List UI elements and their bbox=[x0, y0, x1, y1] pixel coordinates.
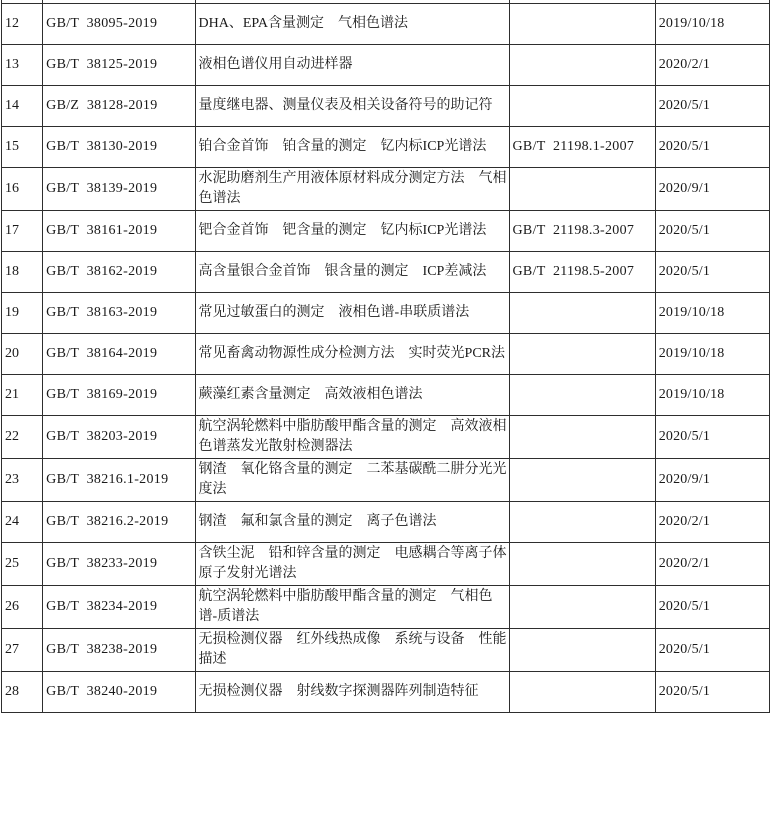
row-number-cell: 15 bbox=[2, 127, 43, 168]
implementation-date-cell: 2020/2/1 bbox=[655, 502, 769, 543]
row-number-cell: 14 bbox=[2, 86, 43, 127]
standards-table-body bbox=[2, 0, 770, 713]
replaced-standard-cell bbox=[509, 502, 655, 543]
replaced-standard-cell bbox=[509, 4, 655, 45]
standard-name-cell: 钢渣 氟和氯含量的测定 离子色谱法 bbox=[195, 502, 509, 543]
row-number-cell: 18 bbox=[2, 252, 43, 293]
standard-number-cell: GB/T 38164-2019 bbox=[43, 334, 195, 375]
implementation-date-cell: 2020/2/1 bbox=[655, 45, 769, 86]
row-number-cell: 13 bbox=[2, 45, 43, 86]
table-row bbox=[2, 375, 770, 416]
row-number-cell: 27 bbox=[2, 629, 43, 672]
table-row bbox=[2, 629, 770, 672]
table-row bbox=[2, 211, 770, 252]
row-number-cell: 26 bbox=[2, 586, 43, 629]
standard-number-cell: GB/T 38240-2019 bbox=[43, 672, 195, 713]
replaced-standard-cell bbox=[509, 629, 655, 672]
row-number-cell: 22 bbox=[2, 416, 43, 459]
implementation-date-cell: 2020/5/1 bbox=[655, 252, 769, 293]
table-row bbox=[2, 86, 770, 127]
replaced-standard-cell bbox=[509, 168, 655, 211]
standard-name-cell: DHA、EPA含量测定 气相色谱法 bbox=[195, 4, 509, 45]
row-number-cell: 23 bbox=[2, 459, 43, 502]
standard-name-cell: 航空涡轮燃料中脂肪酸甲酯含量的测定 气相色谱-质谱法 bbox=[195, 586, 509, 629]
standard-number-cell: GB/T 38095-2019 bbox=[43, 4, 195, 45]
standard-number-cell: GB/T 38216.1-2019 bbox=[43, 459, 195, 502]
table-row bbox=[2, 127, 770, 168]
table-row bbox=[2, 586, 770, 629]
standard-name-cell: 水泥助磨剂生产用液体原材料成分测定方法 气相色谱法 bbox=[195, 168, 509, 211]
standard-number-cell: GB/T 38234-2019 bbox=[43, 586, 195, 629]
standard-number-cell: GB/T 38238-2019 bbox=[43, 629, 195, 672]
standard-name-cell: 钢渣 氧化铬含量的测定 二苯基碳酰二肼分光光度法 bbox=[195, 459, 509, 502]
implementation-date-cell: 2020/5/1 bbox=[655, 629, 769, 672]
implementation-date-cell: 2019/10/18 bbox=[655, 293, 769, 334]
replaced-standard-cell bbox=[509, 586, 655, 629]
implementation-date-cell: 2020/2/1 bbox=[655, 543, 769, 586]
replaced-standard-cell bbox=[509, 672, 655, 713]
row-number-cell: 12 bbox=[2, 4, 43, 45]
standard-name-cell: 高含量银合金首饰 银含量的测定 ICP差减法 bbox=[195, 252, 509, 293]
implementation-date-cell: 2020/5/1 bbox=[655, 127, 769, 168]
row-number-cell: 21 bbox=[2, 375, 43, 416]
replaced-standard-cell: GB/T 21198.1-2007 bbox=[509, 127, 655, 168]
replaced-standard-cell: GB/T 21198.3-2007 bbox=[509, 211, 655, 252]
standard-number-cell: GB/T 38130-2019 bbox=[43, 127, 195, 168]
row-number-cell: 24 bbox=[2, 502, 43, 543]
table-row bbox=[2, 416, 770, 459]
implementation-date-cell: 2020/9/1 bbox=[655, 459, 769, 502]
row-number-cell: 25 bbox=[2, 543, 43, 586]
standard-name-cell: 量度继电器、测量仪表及相关设备符号的助记符 bbox=[195, 86, 509, 127]
row-number-cell: 20 bbox=[2, 334, 43, 375]
implementation-date-cell: 2019/10/18 bbox=[655, 375, 769, 416]
replaced-standard-cell bbox=[509, 86, 655, 127]
standard-name-cell: 常见畜禽动物源性成分检测方法 实时荧光PCR法 bbox=[195, 334, 509, 375]
standard-number-cell: GB/T 38163-2019 bbox=[43, 293, 195, 334]
implementation-date-cell: 2020/5/1 bbox=[655, 86, 769, 127]
standard-name-cell: 无损检测仪器 射线数字探测器阵列制造特征 bbox=[195, 672, 509, 713]
replaced-standard-cell bbox=[509, 416, 655, 459]
table-row bbox=[2, 45, 770, 86]
standard-number-cell: GB/Z 38128-2019 bbox=[43, 86, 195, 127]
table-row bbox=[2, 502, 770, 543]
row-number-cell: 17 bbox=[2, 211, 43, 252]
standard-number-cell: GB/T 38203-2019 bbox=[43, 416, 195, 459]
replaced-standard-cell: GB/T 21198.5-2007 bbox=[509, 252, 655, 293]
row-number-cell: 19 bbox=[2, 293, 43, 334]
replaced-standard-cell bbox=[509, 459, 655, 502]
standard-name-cell: 常见过敏蛋白的测定 液相色谱-串联质谱法 bbox=[195, 293, 509, 334]
replaced-standard-cell bbox=[509, 45, 655, 86]
row-number-cell: 16 bbox=[2, 168, 43, 211]
replaced-standard-cell bbox=[509, 334, 655, 375]
implementation-date-cell: 2020/5/1 bbox=[655, 672, 769, 713]
standard-name-cell: 钯合金首饰 钯含量的测定 钇内标ICP光谱法 bbox=[195, 211, 509, 252]
implementation-date-cell: 2020/5/1 bbox=[655, 586, 769, 629]
standard-name-cell: 无损检测仪器 红外线热成像 系统与设备 性能描述 bbox=[195, 629, 509, 672]
replaced-standard-cell bbox=[509, 543, 655, 586]
standard-number-cell: GB/T 38169-2019 bbox=[43, 375, 195, 416]
replaced-standard-cell bbox=[509, 293, 655, 334]
table-row bbox=[2, 543, 770, 586]
standard-name-cell: 液相色谱仪用自动进样器 bbox=[195, 45, 509, 86]
implementation-date-cell: 2020/5/1 bbox=[655, 416, 769, 459]
standard-name-cell: 含铁尘泥 铅和锌含量的测定 电感耦合等离子体原子发射光谱法 bbox=[195, 543, 509, 586]
standard-number-cell: GB/T 38125-2019 bbox=[43, 45, 195, 86]
standard-number-cell: GB/T 38139-2019 bbox=[43, 168, 195, 211]
table-row bbox=[2, 252, 770, 293]
standard-number-cell: GB/T 38233-2019 bbox=[43, 543, 195, 586]
standard-name-cell: 蕨藻红素含量测定 高效液相色谱法 bbox=[195, 375, 509, 416]
table-row bbox=[2, 459, 770, 502]
implementation-date-cell: 2020/5/1 bbox=[655, 211, 769, 252]
table-row bbox=[2, 334, 770, 375]
table-row bbox=[2, 293, 770, 334]
table-row bbox=[2, 4, 770, 45]
standard-name-cell: 航空涡轮燃料中脂肪酸甲酯含量的测定 高效液相色谱蒸发光散射检测器法 bbox=[195, 416, 509, 459]
implementation-date-cell: 2019/10/18 bbox=[655, 334, 769, 375]
replaced-standard-cell bbox=[509, 375, 655, 416]
row-number-cell: 28 bbox=[2, 672, 43, 713]
implementation-date-cell: 2019/10/18 bbox=[655, 4, 769, 45]
standard-number-cell: GB/T 38161-2019 bbox=[43, 211, 195, 252]
standard-name-cell: 铂合金首饰 铂含量的测定 钇内标ICP光谱法 bbox=[195, 127, 509, 168]
table-row bbox=[2, 168, 770, 211]
standards-table bbox=[1, 0, 770, 713]
standard-number-cell: GB/T 38162-2019 bbox=[43, 252, 195, 293]
implementation-date-cell: 2020/9/1 bbox=[655, 168, 769, 211]
standard-number-cell: GB/T 38216.2-2019 bbox=[43, 502, 195, 543]
table-row bbox=[2, 672, 770, 713]
